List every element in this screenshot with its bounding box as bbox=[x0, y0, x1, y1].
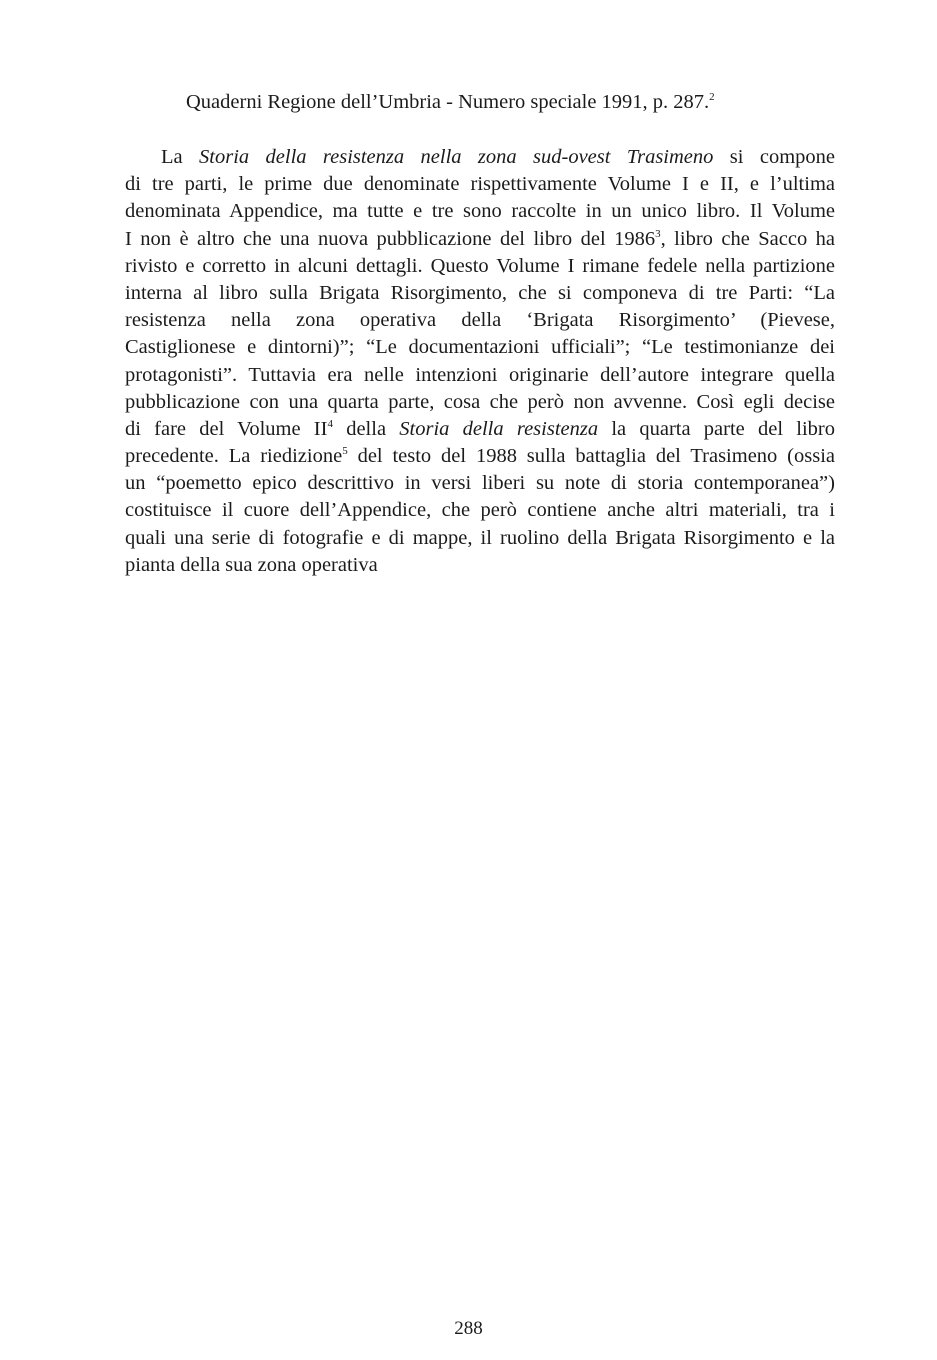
book-title: Storia della resistenza bbox=[399, 417, 599, 440]
text-line: rivisto e corretto in alcuni dettagli. Questo Volume I rimane fedele nella partizione bbox=[125, 254, 835, 277]
text-line: di tre parti, le prime due denominate rispettivamente Volume I e II, e l’ultima bbox=[125, 173, 835, 196]
book-title: Storia della resistenza nella zona sud-ovest Trasimeno bbox=[199, 146, 714, 168]
body-paragraph bbox=[125, 144, 835, 579]
text-line: costituisce il cuore dell’Appendice, che però contiene anche altri materiali, tra i bbox=[125, 499, 835, 522]
text-line: un “poemetto epico descrittivo in versi liberi su note di storia contemporanea”) bbox=[125, 472, 835, 495]
text-line: pubblicazione con una quarta parte, cosa che però non avvenne. Così egli decise bbox=[125, 390, 835, 413]
text-line: interna al libro sulla Brigata Risorgimento, che si componeva di tre Parti: “La bbox=[125, 281, 835, 304]
footnote-ref: 3 bbox=[655, 227, 661, 240]
text-line: I non è altro che una nuova pubblicazione del libro del 1986$^3$, libro che Sacco ha bbox=[125, 227, 835, 250]
text-line: protagonisti”. Tuttavia era nelle intenzioni originarie dell’autore integrare quella bbox=[125, 363, 835, 386]
footnote-ref: 5 bbox=[342, 445, 348, 458]
footnote-ref: 4 bbox=[327, 418, 333, 431]
text-line: di fare del Volume $II^4$ della Storia della resistenza la quarta parte del libro bbox=[125, 417, 836, 440]
citation-line: Quaderni Regione dell’Umbria - Numero speciale 1991, p. 287.$^2$ bbox=[186, 91, 715, 113]
text-line: Castiglionese e dintorni)”; “Le documentazioni ufficiali”; “Le testimonianze dei bbox=[125, 336, 835, 359]
text-line: La Storia della resistenza nella zona sud-ovest Trasimeno si compone bbox=[161, 146, 835, 168]
footnote-ref: 2 bbox=[709, 91, 715, 104]
page-number: 288 bbox=[454, 1318, 483, 1339]
text-line: denominata Appendice, ma tutte e tre sono raccolte in un unico libro. Il Volume bbox=[125, 200, 835, 223]
text-line: pianta della sua zona operativa bbox=[125, 553, 378, 576]
text-line: quali una serie di fotografie e di mappe, il ruolino della Brigata Risorgimento e la bbox=[125, 526, 835, 549]
text-line: precedente. La riedizione$^5$ del testo del 1988 sulla battaglia del Trasimeno (ossia bbox=[125, 445, 835, 468]
text-line: resistenza nella zona operativa della ‘Brigata Risorgimento’ (Pievese, bbox=[125, 309, 835, 332]
